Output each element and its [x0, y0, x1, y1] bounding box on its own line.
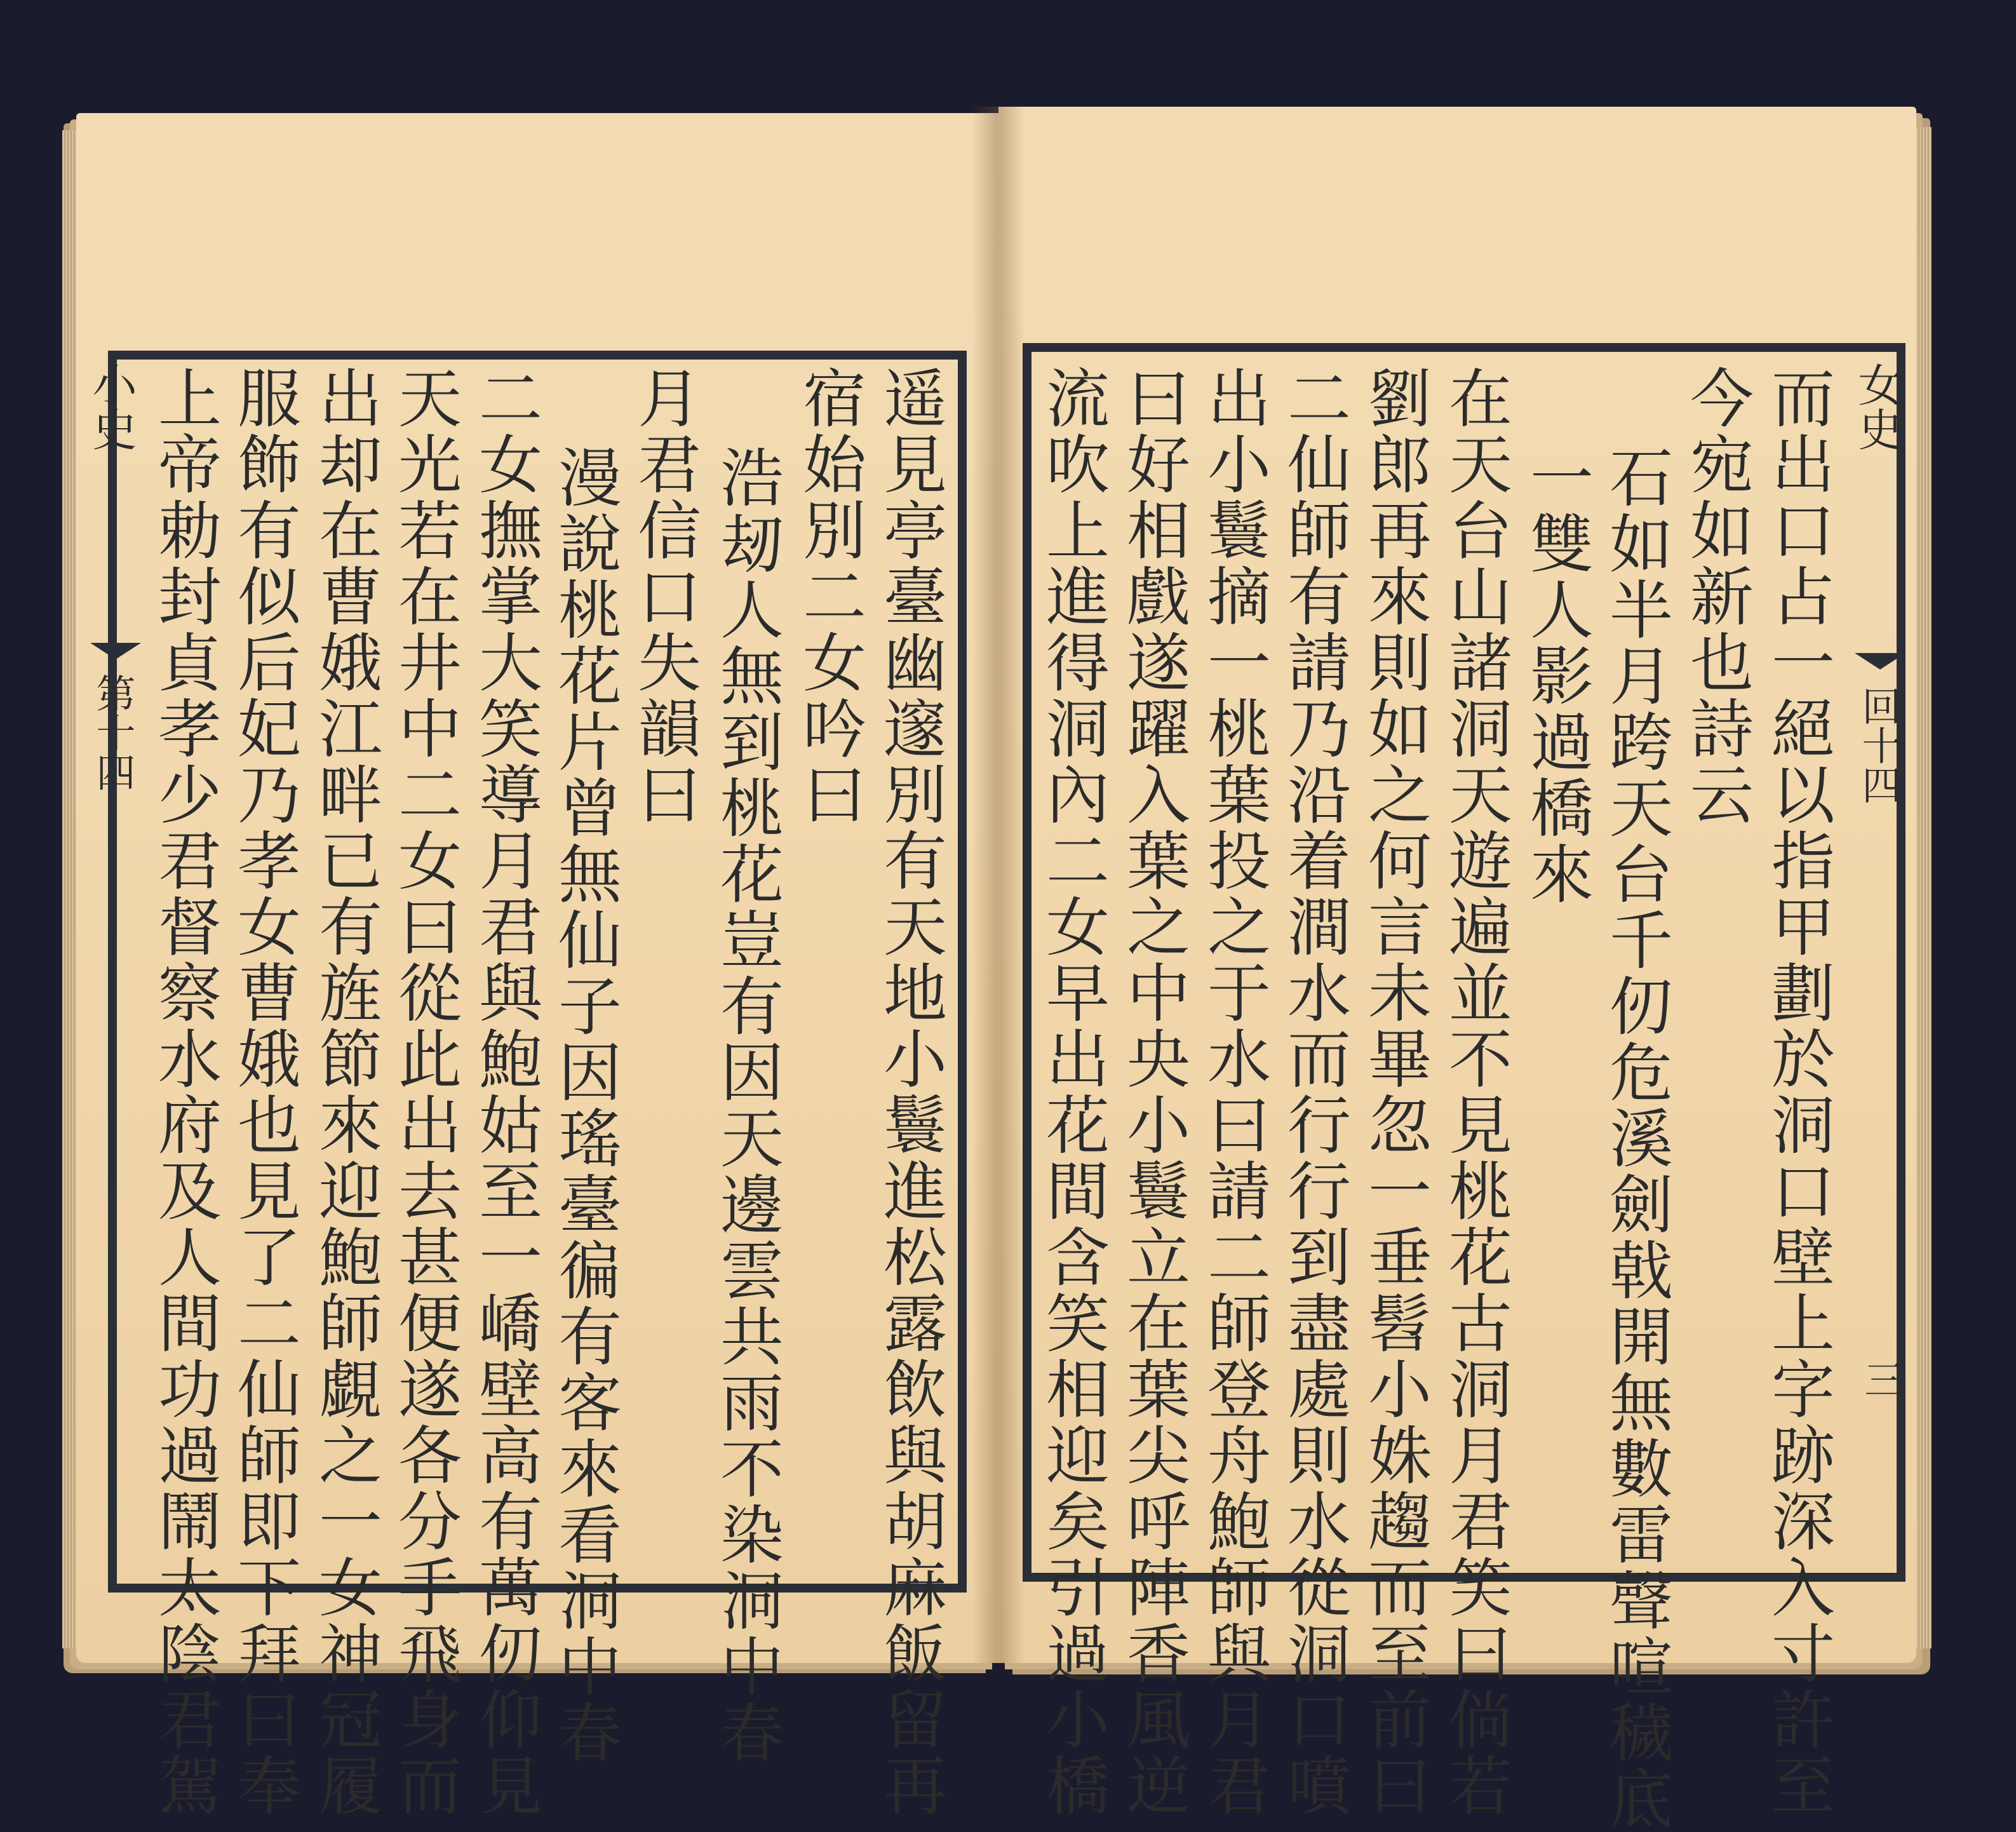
right-text-column: 二仙師有請乃沿着澗水而行行到盡處則水從洞口噴 [1277, 365, 1351, 1819]
right-folio-number: 三 [1858, 1359, 1904, 1399]
left-margin-chapter: 第十四 [90, 673, 136, 791]
left-fishtail-mark [90, 643, 141, 659]
left-text-column: 浩刼人無到桃花豈有因天邊雲共雨不染洞中春 [709, 445, 784, 1766]
book-gutter [972, 107, 1025, 1663]
right-text-column: 石如半月跨天台千仞危溪劍戟開無數雷聲喧穢底 [1599, 445, 1673, 1832]
left-text-column: 漫說桃花片曾無仙子因瑤臺徧有客來看洞中春 [548, 445, 622, 1766]
left-text-column: 天光若在井中二女曰從此出去甚便遂各分手飛身而 [387, 365, 462, 1819]
left-text-column: 二女撫掌大笑導月君與鮑姑至一嶠壁高有萬仞仰見 [468, 365, 542, 1819]
left-text-column: 上帝勅封貞孝少君督察水府及人間功過鬧太陰君駕 [147, 365, 222, 1819]
right-text-column: 今宛如新也詩云 [1679, 365, 1754, 828]
left-text-column: 出却在曹娥江畔已有旌節來迎鮑師覷之一女神冠履 [308, 365, 382, 1819]
right-text-column: 一雙人影過橋來 [1519, 445, 1594, 907]
right-margin-title: 女史 [1851, 362, 1903, 451]
right-text-column: 在天台山諸洞天遊遍並不見桃花古洞月君笑曰倘若 [1438, 365, 1512, 1819]
left-text-column: 遥見亭臺幽邃別有天地小鬟進松露飲與胡麻飯留再 [873, 365, 947, 1819]
right-text-column: 劉郎再來則如之何言未畢忽一垂髫小姝趨而至前曰 [1357, 365, 1432, 1819]
right-text-column: 曰好相戲遂躍入葉之中央小鬟立在葉尖呼陣香風逆 [1116, 365, 1190, 1819]
left-margin-title: 小史 [85, 362, 137, 451]
left-text-column: 宿始別二女吟曰 [792, 365, 866, 828]
right-text-column: 流吹上進得洞內二女早出花間含笑相迎矣引過小橋 [1035, 365, 1110, 1819]
right-text-column: 而出口占一絕以指甲劃於洞口壁上字跡深入寸許至 [1761, 365, 1835, 1819]
right-fishtail-mark [1855, 653, 1905, 670]
right-page-edge [1916, 127, 1932, 1648]
right-margin-chapter: 回十四 [1855, 686, 1902, 804]
left-text-column: 月君信口失韻曰 [627, 365, 701, 828]
left-text-column: 服飾有似后妃乃孝女曹娥也見了二仙師即下拜曰奉 [227, 365, 301, 1819]
left-page-edge [62, 130, 76, 1648]
right-text-column: 出小鬟摘一桃葉投之于水曰請二師登舟鮑師與月君 [1197, 365, 1271, 1819]
